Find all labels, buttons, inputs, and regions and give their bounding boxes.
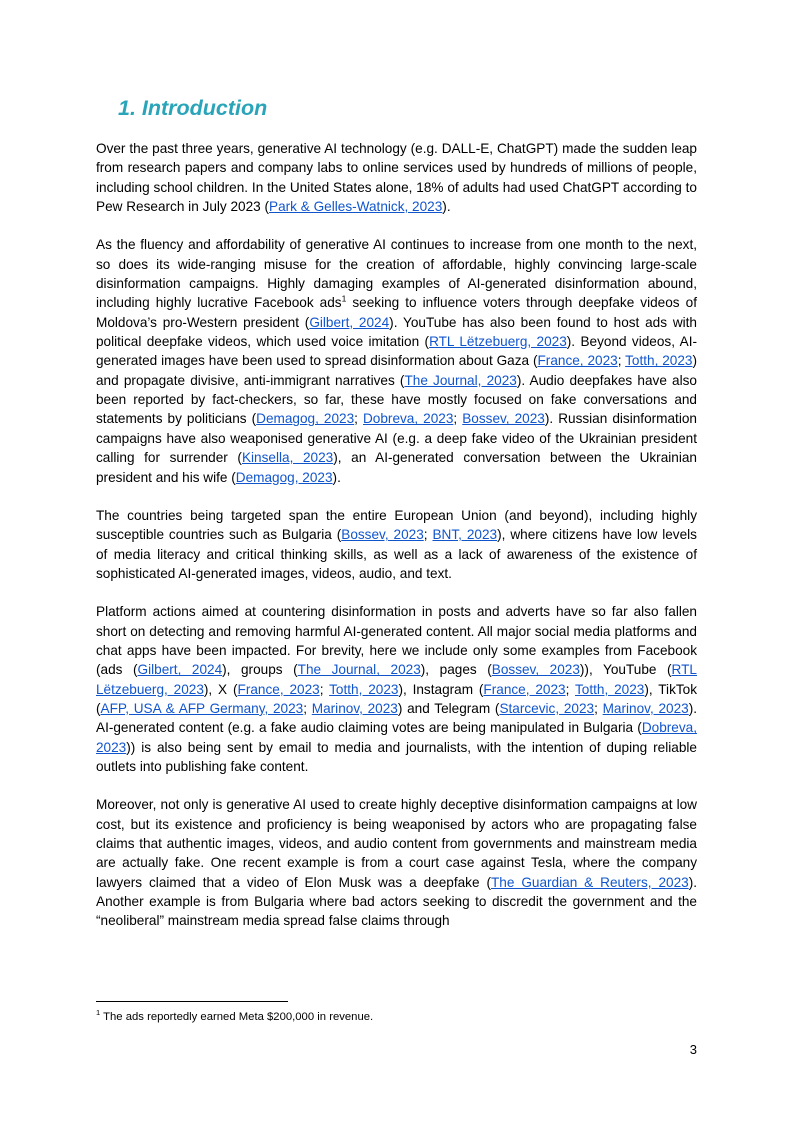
citation-link[interactable]: Park & Gelles-Watnick, 2023	[269, 199, 443, 215]
citation-link[interactable]: RTL Lëtzebuerg, 2023	[96, 662, 697, 697]
citation-link[interactable]: The Journal, 2023	[297, 662, 421, 678]
paragraph-5	[96, 795, 697, 930]
text-span: ). Another example is from Bulgaria where bad actors seeking to discredit the government and the “neoliberal” mainstream media spread false claims through	[96, 874, 697, 929]
footnote-number: 1	[96, 1008, 101, 1018]
text-span: Platform actions aimed at countering disinformation in posts and adverts have so far also fallen short on detecting and removing harmful AI-generated content. All major social media platforms and chat apps have been impacted. For brevity, here we include only some examples from Facebook (ads (	[96, 604, 697, 678]
citation-link[interactable]: Dobreva, 2023	[362, 411, 454, 427]
text-span: )) is also being sent by email to media and journalists, with the intention of duping reliable outlets into publishing fake content.	[96, 739, 697, 774]
citation-link[interactable]: AFP, USA & AFP Germany, 2023	[100, 700, 304, 716]
citation-link[interactable]: BNT, 2023	[432, 527, 498, 543]
text-span: ).	[332, 469, 341, 485]
section-title: 1. Introduction	[118, 96, 268, 120]
citation-link[interactable]: Starcevic, 2023	[499, 700, 595, 716]
separator: ;	[423, 527, 433, 543]
paragraph-3	[96, 506, 697, 583]
text-span: The countries being targeted span the entire European Union (and beyond), including highly susceptible countries such as Bulgaria (	[96, 507, 697, 543]
separator: ;	[594, 700, 603, 716]
text-span: ). YouTube has also been found to host ads with political deepfake videos, which used voice imitation (	[96, 314, 697, 350]
text-span: ), where citizens have low levels of media literacy and critical thinking skills, as well as a lack of awareness of the existence of sophisticated AI-generated images, videos, audio, and text.	[96, 527, 697, 581]
separator: ;	[617, 353, 626, 369]
text-span: ), X (	[203, 681, 238, 697]
separator: ;	[453, 411, 463, 427]
citation-link[interactable]: Demagog, 2023	[256, 411, 355, 427]
citation-link[interactable]: Marinov, 2023	[311, 700, 398, 716]
separator: ;	[303, 700, 312, 716]
citation-link[interactable]: Bossev, 2023	[462, 411, 545, 427]
citation-link[interactable]: The Journal, 2023	[404, 372, 517, 388]
text-span: ). AI-generated content (e.g. a fake audio claiming votes are being manipulated in Bulgaria (	[96, 700, 698, 736]
text-span: ), TikTok (	[96, 681, 698, 716]
separator: ;	[319, 681, 330, 697]
text-span: ) and propagate divisive, anti-immigrant narratives (	[96, 353, 697, 388]
citation-link[interactable]: France, 2023	[483, 681, 566, 697]
citation-link[interactable]: Bossev, 2023	[341, 527, 424, 543]
citation-link[interactable]: Gilbert, 2024	[309, 314, 390, 330]
text-span: ), Instagram (	[398, 681, 484, 697]
separator: ;	[354, 411, 363, 427]
citation-link[interactable]: Totth, 2023	[575, 681, 645, 697]
footnote-marker[interactable]: 1	[341, 293, 347, 304]
citation-link[interactable]: Marinov, 2023	[602, 700, 689, 716]
text-span: )), YouTube (	[579, 662, 672, 678]
citation-link[interactable]: Demagog, 2023	[235, 469, 333, 485]
text-span: ), pages (	[420, 662, 492, 678]
paragraph-4	[96, 602, 697, 776]
text-span: ). Russian disinformation campaigns have also weaponised generative AI (e.g. a deep fake video of the Ukrainian president calling for surrender (	[96, 411, 697, 466]
text-span: ).	[442, 199, 451, 215]
text-span: seeking to influence voters through deepfake videos of Moldova’s pro-Western president (	[96, 295, 697, 330]
page-number: 3	[689, 1042, 697, 1057]
text-span: ), an AI-generated conversation between the Ukrainian president and his wife (	[96, 450, 697, 485]
citation-link[interactable]: Totth, 2023	[625, 353, 693, 369]
citation-link[interactable]: France, 2023	[237, 681, 320, 697]
text-span: ), groups (	[222, 662, 298, 678]
separator: ;	[565, 681, 575, 697]
paragraph-2	[96, 235, 697, 486]
text-span: ). Audio deepfakes have also been reported by fact-checkers, so far, these have mostly focused on fake conversations and statements by politicians (	[96, 372, 697, 427]
citation-link[interactable]: The Guardian & Reuters, 2023	[490, 874, 689, 890]
text-span: Moreover, not only is generative AI used to create highly deceptive disinformation campaigns at low cost, but its existence and proficiency is being weaponised by actors who are propagating false claims that authentic images, videos, and audio content from governments and mainstream media are actually fake. One recent example is from a court case against Tesla, where the company lawyers claimed that a video of Elon Musk was a deepfake (	[96, 797, 697, 890]
text-span: ). Beyond videos, AI-generated images have been used to spread disinformation about Gaza (	[96, 334, 697, 369]
paragraph-1	[96, 139, 697, 216]
citation-link[interactable]: France, 2023	[537, 353, 618, 369]
text-span: As the fluency and affordability of generative AI continues to increase from one month to the next, so does its wide-ranging misuse for the creation of affordable, highly convincing large-scale disinformation campaigns. Highly damaging examples of AI-generated disinformation abound, including highly lucrative Facebook ads	[96, 237, 697, 311]
footnote-text: The ads reportedly earned Meta $200,000 in revenue.	[100, 1011, 374, 1023]
body-text	[96, 139, 697, 950]
citation-link[interactable]: Gilbert, 2024	[137, 662, 223, 678]
citation-link[interactable]: Kinsella, 2023	[241, 450, 334, 466]
citation-link[interactable]: Totth, 2023	[329, 681, 399, 697]
text-span: Over the past three years, generative AI technology (e.g. DALL-E, ChatGPT) made the sudden leap from research papers and company labs to online services used by hundreds of millions of people, including school children. In the United States alone, 18% of adults had used ChatGPT according to Pew Research in July 2023 (	[96, 141, 697, 215]
citation-link[interactable]: Dobreva, 2023	[96, 720, 697, 755]
footnote	[96, 1009, 697, 1025]
citation-link[interactable]: Bossev, 2023	[491, 662, 580, 678]
footnote-divider	[96, 1001, 288, 1002]
citation-link[interactable]: RTL Lëtzebuerg, 2023	[429, 334, 567, 350]
text-span: ) and Telegram (	[397, 700, 500, 716]
